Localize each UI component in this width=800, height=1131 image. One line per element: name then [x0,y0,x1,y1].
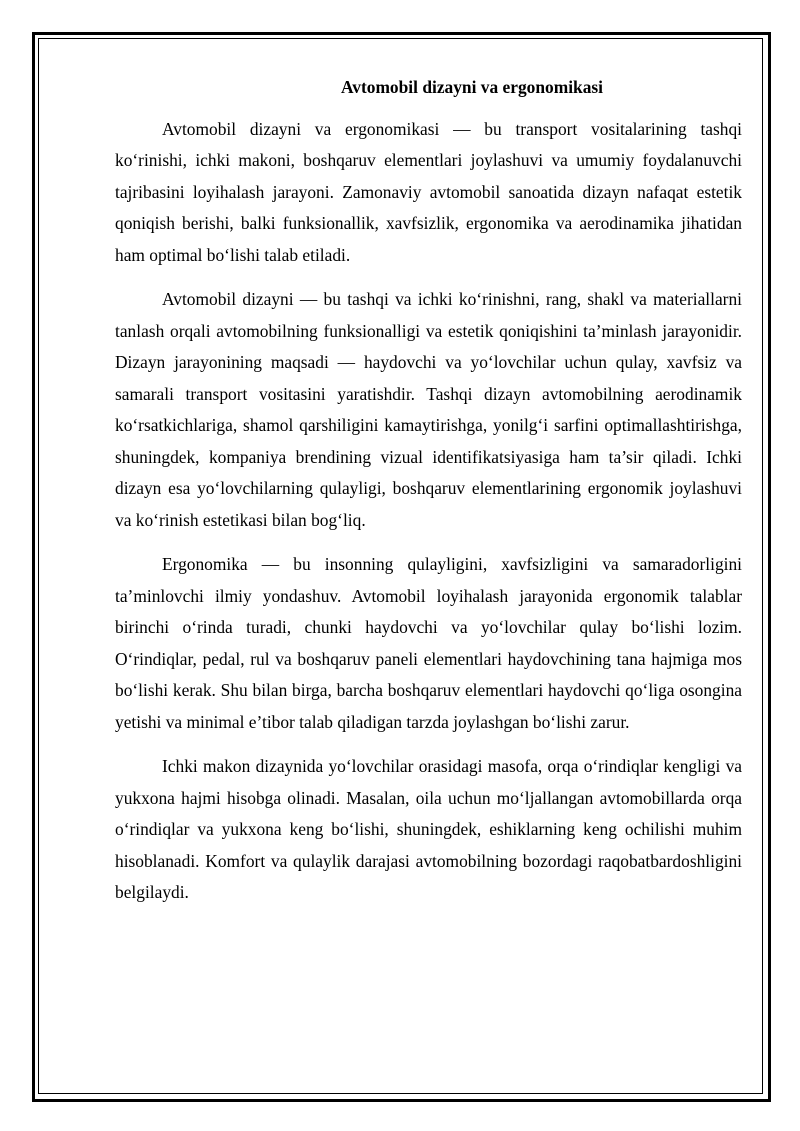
document-title: Avtomobil dizayni va ergonomikasi [341,77,603,97]
paragraph-interior-space: Ichki makon dizaynida yo‘lovchilar orasidagi masofa, orqa o‘rindiqlar kengligi va yukxona hajmi hisobga olinadi. Masalan, oila uchun mo‘ljallangan avtomobillarda orqa o‘rindiqlar va yukxona keng bo‘lishi, shuningdek, eshiklarning keng ochilishi muhim hisoblanadi. Komfort va qulaylik darajasi avtomobilning bozordagi raqobatbardoshligini belgilaydi. [115,756,742,902]
document-body [115,72,742,922]
paragraph-design-overview: Avtomobil dizayni va ergonomikasi — bu transport vositalarining tashqi ko‘rinishi, ichki makoni, boshqaruv elementlari joylashuvi va umumiy foydalanuvchi tajribasini loyihalash jarayoni. Zamonaviy avtomobil sanoatida dizayn nafaqat estetik qoniqish berishi, balki funksionallik, xavfsizlik, ergonomika va aerodinamika jihatidan ham optimal bo‘lishi talab etiladi. [115,118,742,265]
paragraph-ergonomics: Ergonomika — bu insonning qulayligini, xavfsizligini va samaradorligini ta’minlovchi ilmiy yondashuv. Avtomobil loyihalash jarayonida ergonomik talablar birinchi o‘rinda turadi, chunki haydovchi va yo‘lovchilar qulay bo‘lishi lozim. O‘rindiqlar, pedal, rul va boshqaruv paneli elementlari haydovchining tana hajmiga mos bo‘lishi kerak. Shu bilan birga, barcha boshqaruv elementlari haydovchi qo‘liga osongina yetishi va minimal e’tibor talab qiladigan tarzda joylashgan bo‘lishi zarur. [115,554,742,732]
paragraph-car-design: Avtomobil dizayni — bu tashqi va ichki ko‘rinishni, rang, shakl va materiallarni tanlash orqali avtomobilning funksionalligi va estetik qoniqishini ta’minlash jarayonidir. Dizayn jarayonining maqsadi — haydovchi va yo‘lovchilar uchun qulay, xavfsiz va samarali transport vositasini yaratishdir. Tashqi dizayn avtomobilning aerodinamik ko‘rsatkichlariga, shamol qarshiligini kamaytirishga, yonilg‘i sarfini optimallashtirishga, shuningdek, kompaniya brendining vizual identifikatsiyasiga ham ta’sir qiladi. Ichki dizayn esa yo‘lovchilarning qulayligi, boshqaruv elementlarining ergonomik joylashuvi va ko‘rinish estetikasi bilan bog‘liq. [115,289,742,530]
